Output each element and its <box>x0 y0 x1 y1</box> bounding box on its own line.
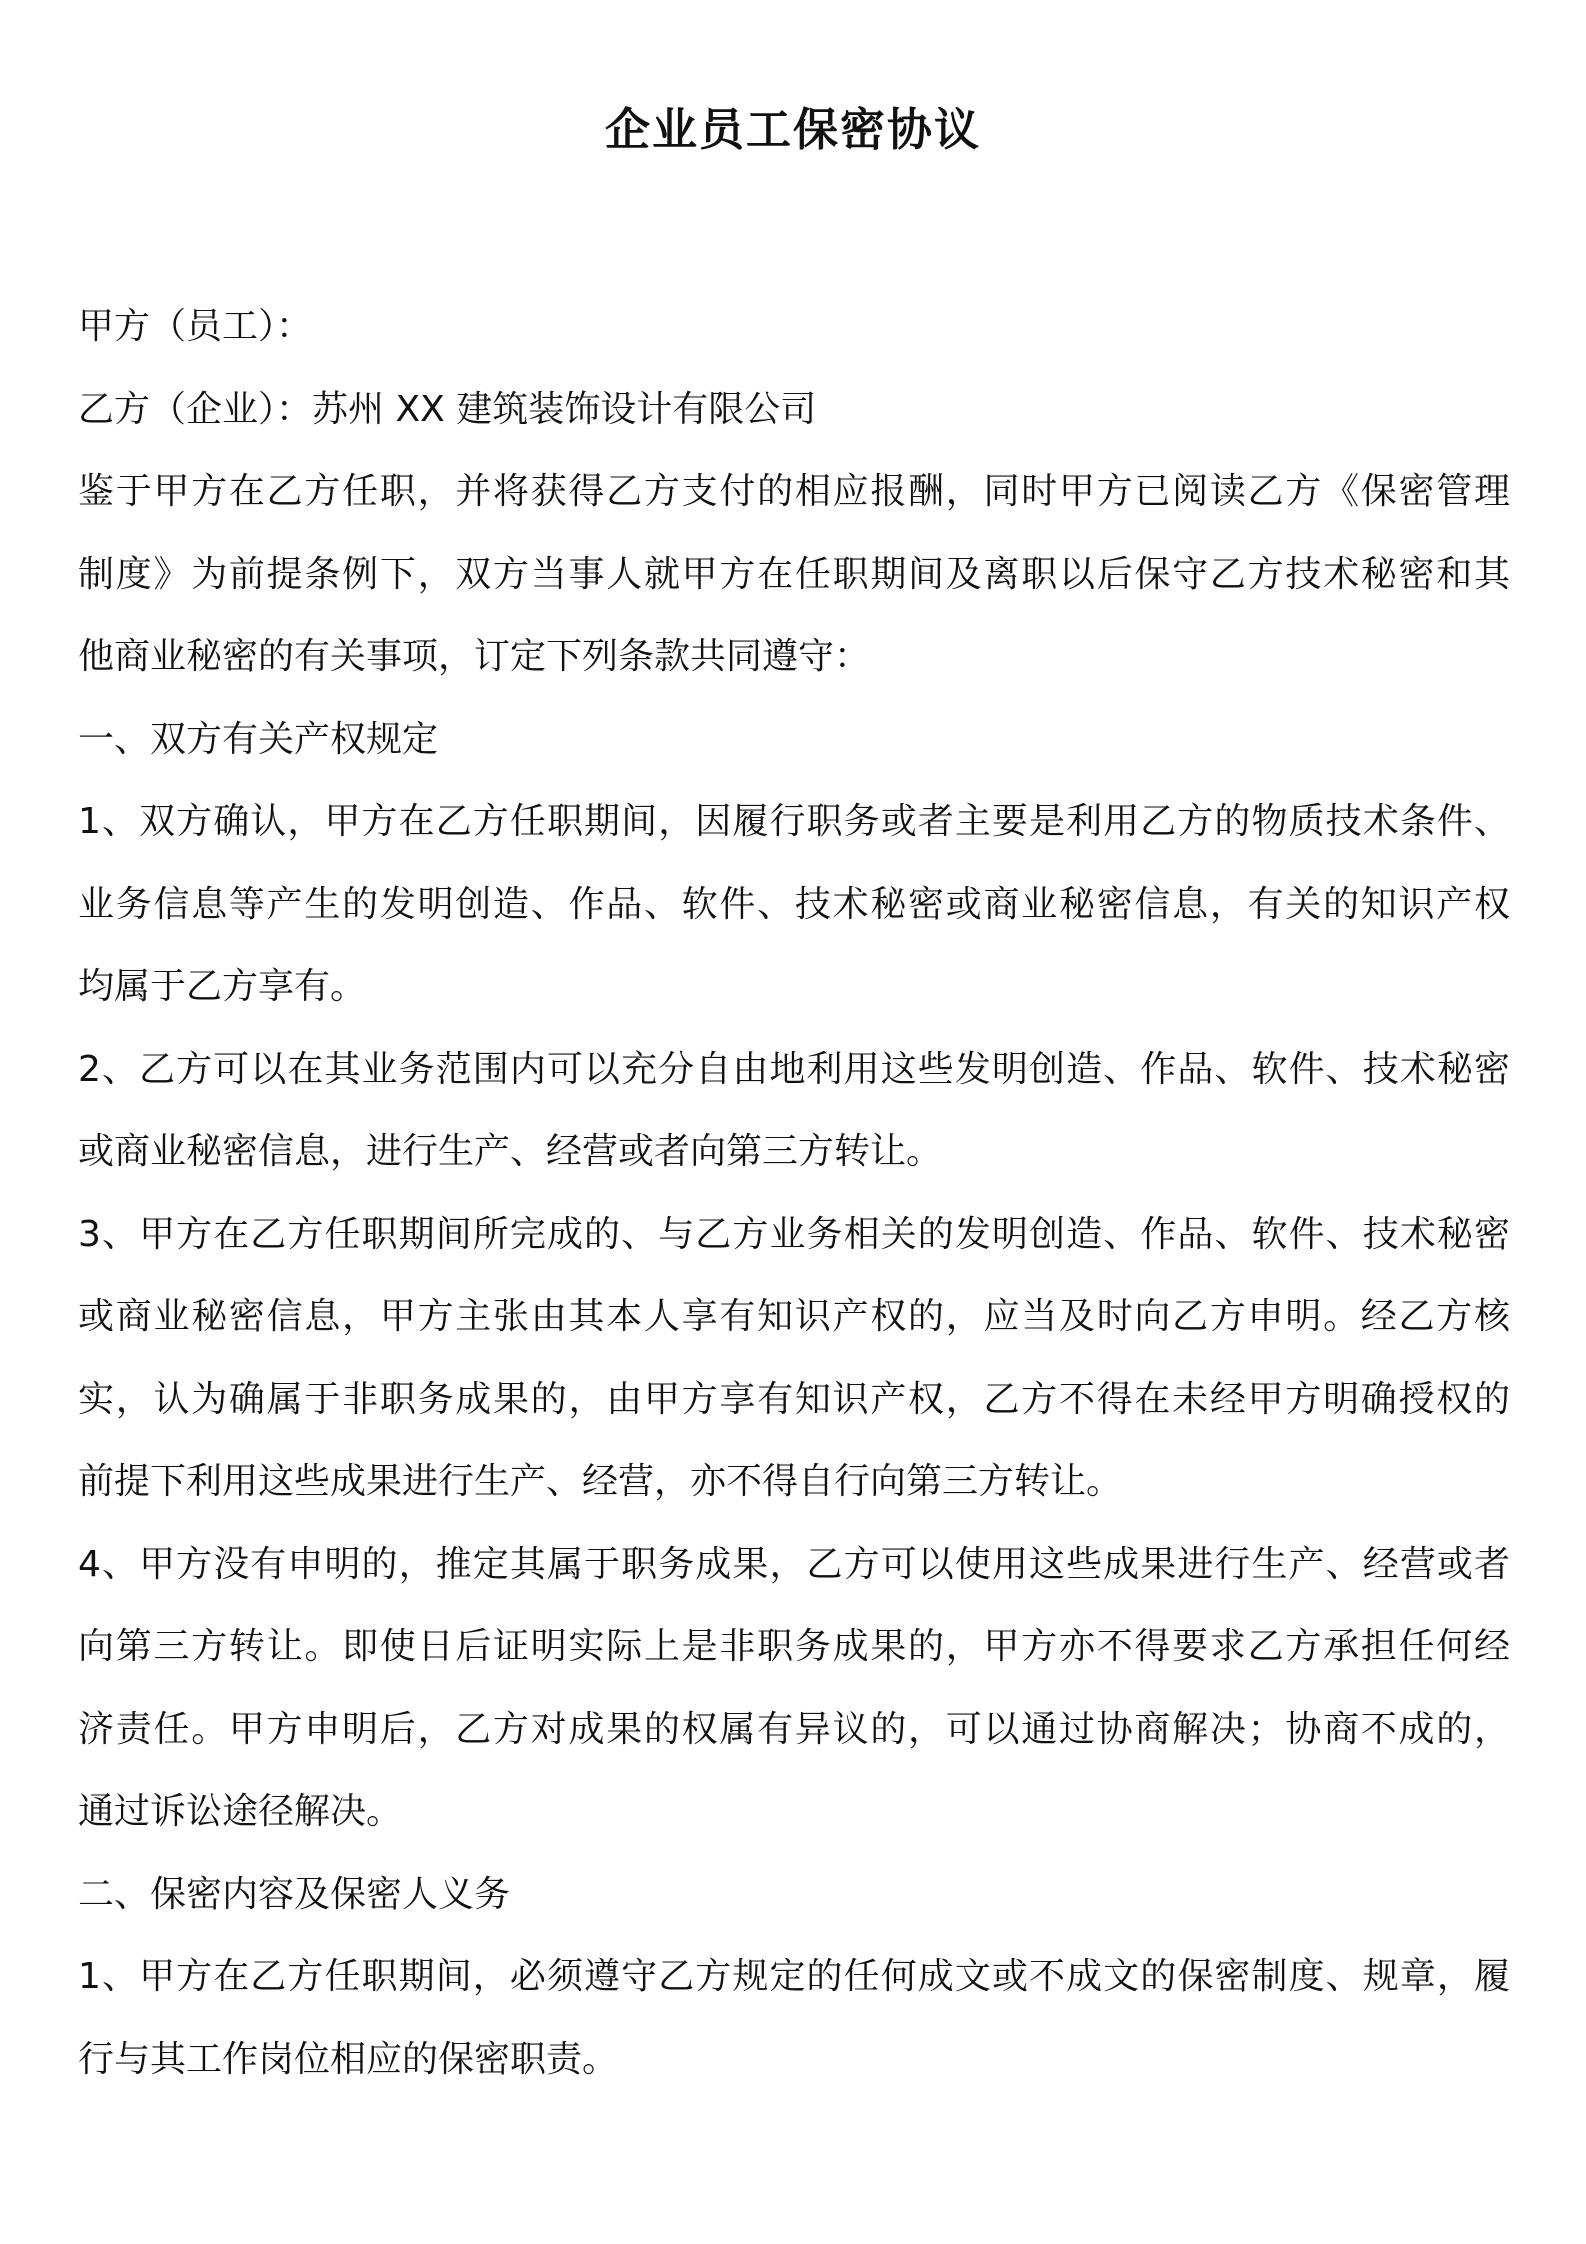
party-b-line: 乙方（企业）：苏州 XX 建筑装饰设计有限公司 <box>78 388 817 430</box>
clause-line: 或商业秘密信息，进行生产、经营或者向第三方转让。 <box>78 1131 943 1172</box>
clause-line: 通过诉讼途径解决。 <box>78 1791 403 1832</box>
section-2-clause-1 <box>78 1936 1510 2101</box>
clause-line: 1、甲方在乙方任职期间，必须遵守乙方规定的任何成文或不成文的保密制度、规章，履 <box>78 1956 1510 1997</box>
preamble-line: 鉴于甲方在乙方任职，并将获得乙方支付的相应报酬，同时甲方已阅读乙方《保密管理 <box>78 471 1510 512</box>
section-1-clause-3 <box>78 1194 1510 1524</box>
section-1-clause-4 <box>78 1524 1510 1854</box>
section-1-heading: 一、双方有关产权规定 <box>78 718 439 760</box>
clause-line: 业务信息等产生的发明创造、作品、软件、技术秘密或商业秘密信息，有关的知识产权 <box>78 883 1510 925</box>
document-body <box>78 286 1510 2101</box>
clause-line: 济责任。甲方申明后，乙方对成果的权属有异议的，可以通过协商解决；协商不成的， <box>78 1708 1510 1750</box>
clause-line: 4、甲方没有申明的，推定其属于职务成果，乙方可以使用这些成果进行生产、经营或者 <box>78 1543 1510 1585</box>
preamble-line: 他商业秘密的有关事项，订定下列条款共同遵守： <box>78 636 871 677</box>
clause-line: 实，认为确属于非职务成果的，由甲方享有知识产权，乙方不得在未经甲方明确授权的 <box>78 1378 1510 1420</box>
clause-line: 或商业秘密信息，甲方主张由其本人享有知识产权的，应当及时向乙方申明。经乙方核 <box>78 1296 1510 1337</box>
clause-line: 1、双方确认，甲方在乙方任职期间，因履行职务或者主要是利用乙方的物质技术条件、 <box>78 801 1510 842</box>
section-2-heading: 二、保密内容及保密人义务 <box>78 1873 511 1915</box>
clause-line: 向第三方转让。即使日后证明实际上是非职务成果的，甲方亦不得要求乙方承担任何经 <box>78 1626 1510 1667</box>
clause-line: 3、甲方在乙方任职期间所完成的、与乙方业务相关的发明创造、作品、软件、技术秘密 <box>78 1213 1510 1255</box>
clause-line: 均属于乙方享有。 <box>78 966 367 1007</box>
clause-line: 行与其工作岗位相应的保密职责。 <box>78 2038 619 2080</box>
preamble-line: 制度》为前提条例下，双方当事人就甲方在任职期间及离职以后保守乙方技术秘密和其 <box>78 553 1510 595</box>
party-a-line: 甲方（员工）： <box>78 306 313 347</box>
document-title: 企业员工保密协议 <box>604 103 981 156</box>
preamble-paragraph <box>78 451 1510 699</box>
clause-line: 前提下利用这些成果进行生产、经营，亦不得自行向第三方转让。 <box>78 1461 1123 1502</box>
section-1-clause-2 <box>78 1029 1510 1194</box>
clause-line: 2、乙方可以在其业务范围内可以充分自由地利用这些发明创造、作品、软件、技术秘密 <box>78 1048 1510 1090</box>
section-1-clause-1 <box>78 781 1510 1029</box>
